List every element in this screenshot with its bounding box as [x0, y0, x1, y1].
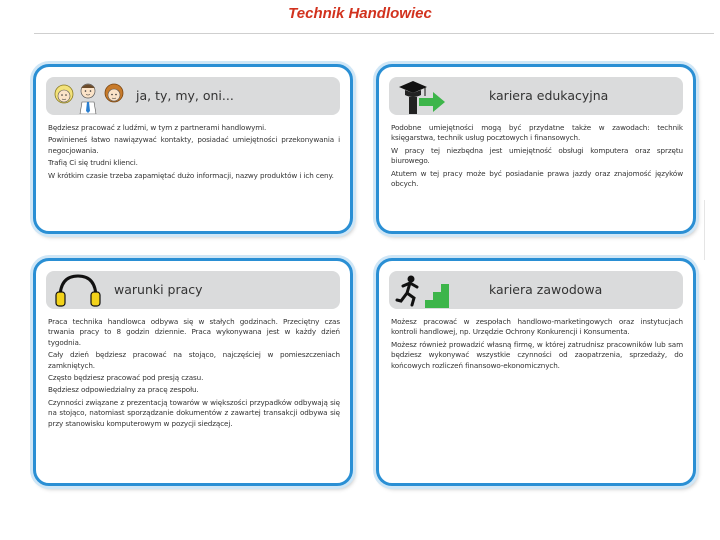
card-body	[391, 317, 683, 373]
card-body	[48, 123, 340, 183]
paragraph: Będziesz pracować z ludźmi, w tym z partnerami handlowymi.	[48, 123, 267, 132]
paragraph: Praca technika handlowca odbywa się w stałych godzinach. Przeciętny czas trwania pracy to 8 godzin dziennie. Praca wykonywana jest w każdy dzień tygodnia.	[48, 317, 340, 347]
paragraph: W pracy tej niezbędna jest umiejętność obsługi komputera oraz sprzętu biurowego.	[391, 145, 683, 166]
card-header	[46, 271, 340, 309]
card-heading: kariera edukacyjna	[489, 88, 609, 103]
card-heading: ja, ty, my, oni...	[136, 88, 234, 103]
card-people	[33, 64, 353, 234]
card-body	[48, 317, 340, 431]
climbing-stairs-icon	[395, 272, 475, 308]
paragraph: Cały dzień będziesz pracować na stojąco, najczęściej w pomieszczeniach zamkniętych.	[48, 350, 340, 370]
paragraph: Podobne umiejętności mogą być przydatne także w zawodach: technik księgarstwa, technik usług pocztowych i finansowych.	[391, 123, 683, 143]
title-divider	[34, 33, 714, 34]
paragraph: Atutem w tej pracy może być posiadanie prawa jazdy oraz znajomość języków obcych.	[391, 168, 683, 189]
paragraph: Czynności związane z prezentacją towarów w większości przypadków odbywają się na stojąco, natomiast sporządzanie dokumentów z zawartej transakcji odbywa się przy stanowisku komputerowym w pozycji siedzącej.	[48, 397, 340, 428]
card-header	[389, 271, 683, 309]
card-body	[391, 123, 683, 191]
card-heading: kariera zawodowa	[489, 282, 603, 297]
page-title: Technik Handlowiec	[288, 5, 432, 22]
card-career	[376, 258, 696, 486]
card-education	[376, 64, 696, 234]
paragraph: Będziesz odpowiedzialny za pracę zespołu.	[48, 385, 199, 395]
paragraph: Powinieneś łatwo nawiązywać kontakty, posiadać umiejętności przekonywania i negocjowania.	[48, 135, 340, 155]
people-icon	[52, 78, 132, 114]
paragraph: Trafią Ci się trudni klienci.	[48, 158, 138, 168]
card-header	[46, 77, 340, 115]
card-work-conditions	[33, 258, 353, 486]
graduation-cap-arrow-icon	[395, 78, 475, 114]
paragraph: W krótkim czasie trzeba zapamiętać dużo informacji, nazwy produktów i ich ceny.	[48, 170, 334, 180]
paragraph: Możesz również prowadzić własną firmę, w której zatrudnisz pracowników lub sam będziesz wykonywać wszystkie czynności od zaopatrzenia, sprzedaży, do końcowych rozliczeń finansowo-ekonomicznych.	[391, 339, 683, 370]
card-heading: warunki pracy	[114, 282, 203, 297]
card-header	[389, 77, 683, 115]
side-divider	[704, 200, 717, 260]
paragraph: Często będziesz pracować pod presją czasu.	[48, 373, 204, 383]
paragraph: Możesz pracować w zespołach handlowo-marketingowych oraz instytucjach kontroli handlowej, np. Urzędzie Ochrony Konkurencji i Konsumenta.	[391, 317, 683, 337]
